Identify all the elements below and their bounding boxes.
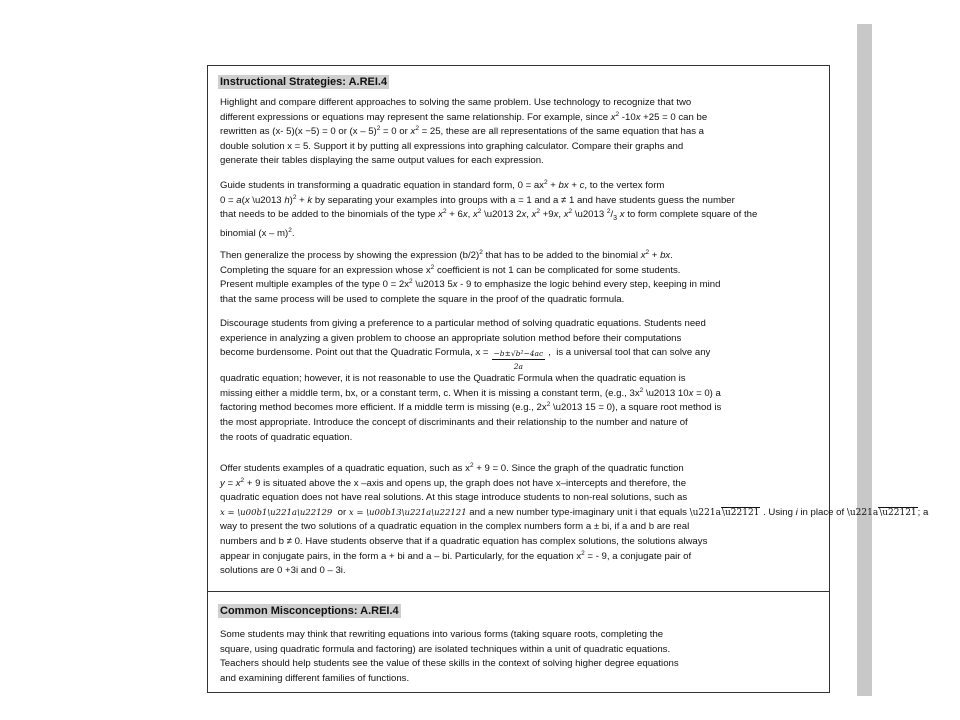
paragraph-1	[220, 96, 818, 169]
text-line: become burdensome. Point out that the Quadratic Formula, x = $\frac{\text{−b±√b²−4ac}}{2a}$ , is a universal tool that can solve any	[220, 347, 711, 372]
paragraph-2	[220, 179, 818, 241]
text-line: Then generalize the process by showing the expression $(b/2)^2$ that has to be added to the binomial $x^2$ + bx.	[220, 249, 673, 261]
text-line: Present multiple examples of the type $0 = 2x^2$ \u2013 5x - 9 to emphasize the logic behind every step, keeping in mind	[220, 278, 721, 291]
text-line: solutions are 0 +3i and 0 – 3i.	[220, 565, 346, 577]
text-line: x = \u00b1\u221a\u22129 or x = \u00b13\u221a\u22121 and a new number type-imaginary unit i that equals \u221a\u22121 . Using i in place of \u221a\u22121; a	[220, 506, 929, 518]
text-line: Highlight and compare different approaches to solving the same problem. Use technology to recognize that two	[220, 97, 692, 108]
text-line: Discourage students from giving a preference to a particular method of solving quadratic equations. Students need	[220, 318, 706, 329]
instructional-strategies-section	[208, 66, 929, 591]
text-line: Some students may think that rewriting equations into various forms (taking square roots, completing the	[220, 629, 664, 640]
text-line: Offer students examples of a quadratic equation, such as $x^2 + 9 = 0$. Since the graph of the quadratic function	[220, 462, 684, 474]
section-heading: Common Misconceptions: A.REI.4	[220, 605, 399, 617]
common-misconceptions-section	[208, 592, 829, 692]
text-line: numbers and b ≠ 0. Have students observe that if a quadratic equation has complex solutions, the solutions always	[220, 535, 708, 547]
text-line: Completing the square for an expression whose $x^2$ coefficient is not 1 can be complicated for some students.	[220, 263, 681, 276]
text-line: binomial (x – m)$^2$.	[220, 226, 295, 239]
vertical-scrollbar[interactable]	[857, 24, 872, 696]
text-line: that the same process will be used to complete the square in the proof of the quadratic formula.	[220, 293, 625, 305]
text-line: factoring method becomes more efficient. If a middle term is missing (e.g., $2x^2$ \u2013 15 = 0), a square root method is	[220, 401, 722, 414]
paragraph-5	[220, 462, 929, 579]
text-line: missing either a middle term, bx, or a constant term, c. When it is missing a constant term, (e.g., $3x^2$ \u2013 10x = 0) a	[220, 386, 721, 399]
text-line: Guide students in transforming a quadratic equation in standard form, $0 = ax^2$ + bx + c, to the vertex form	[220, 179, 665, 191]
text-line: quadratic equation does not have real solutions. At this stage introduce students to non-real solutions, such as	[220, 492, 688, 504]
paragraph-misconceptions	[220, 628, 818, 686]
text-line: way to present the two solutions of a quadratic equation in the complex numbers form a ± bi, if a and b are real	[220, 521, 690, 533]
text-line: 0 = a(x \u2013 h)$^2$ + k by separating your examples into groups with a = 1 and a ≠ 1 and have students guess the number	[220, 193, 735, 206]
text-line: different expressions or equations may represent the same relationship. For example, since $x^2$ -10x +25 = 0 can be	[220, 110, 708, 123]
text-line: appear in conjugate pairs, in the form a + bi and a – bi. Particularly, for the equation $x^2$ = - 9, a conjugate pair of	[220, 549, 692, 562]
text-line: that needs to be added to the binomials of the type $x^2 + 6x$, $x^2$ \u2013 2x, $x^2 +9x$, $x^2$ \u2013 $^2/_3$ x to form complete square of the	[220, 208, 758, 223]
text-line: the most appropriate. Introduce the concept of discriminants and their relationship to the number and nature of	[220, 416, 688, 428]
text-line: the roots of quadratic equation.	[220, 431, 353, 443]
text-line: square, using quadratic formula and factoring) are isolated techniques within a unit of quadratic equations.	[220, 643, 671, 655]
text-line: generate their tables displaying the same output values for each expression.	[220, 155, 544, 167]
text-line: $y = x^2 + 9$ is situated above the x –axis and opens up, the graph does not have x–intercepts and therefore, the	[220, 476, 687, 489]
document-page	[207, 65, 929, 693]
text-line: double solution x = 5. Support it by putting all expressions into graphing calculator. Compare their graphs and	[220, 140, 684, 152]
text-line: experience in analyzing a given problem to choose an appropriate solution method before their computations	[220, 332, 682, 344]
section-heading: Instructional Strategies: A.REI.4	[220, 76, 388, 88]
text-line: Teachers should help students see the value of these skills in the context of solving higher degree equations	[220, 658, 679, 670]
paragraph-4	[220, 317, 818, 445]
paragraph-3	[220, 249, 818, 307]
text-line: quadratic equation; however, it is not reasonable to use the Quadratic Formula when the quadratic equation is	[220, 373, 686, 385]
text-line: rewritten as (x- 5)(x −5) = 0 or (x – 5)$^2$ = 0 or $x^2 = 25$, these are all representations of the same equation that has a	[220, 125, 705, 138]
quadratic-formula: $\frac{\text{−b±√b²−4ac}}{2a}$	[493, 349, 544, 372]
text-line: and examining different families of functions.	[220, 672, 410, 684]
